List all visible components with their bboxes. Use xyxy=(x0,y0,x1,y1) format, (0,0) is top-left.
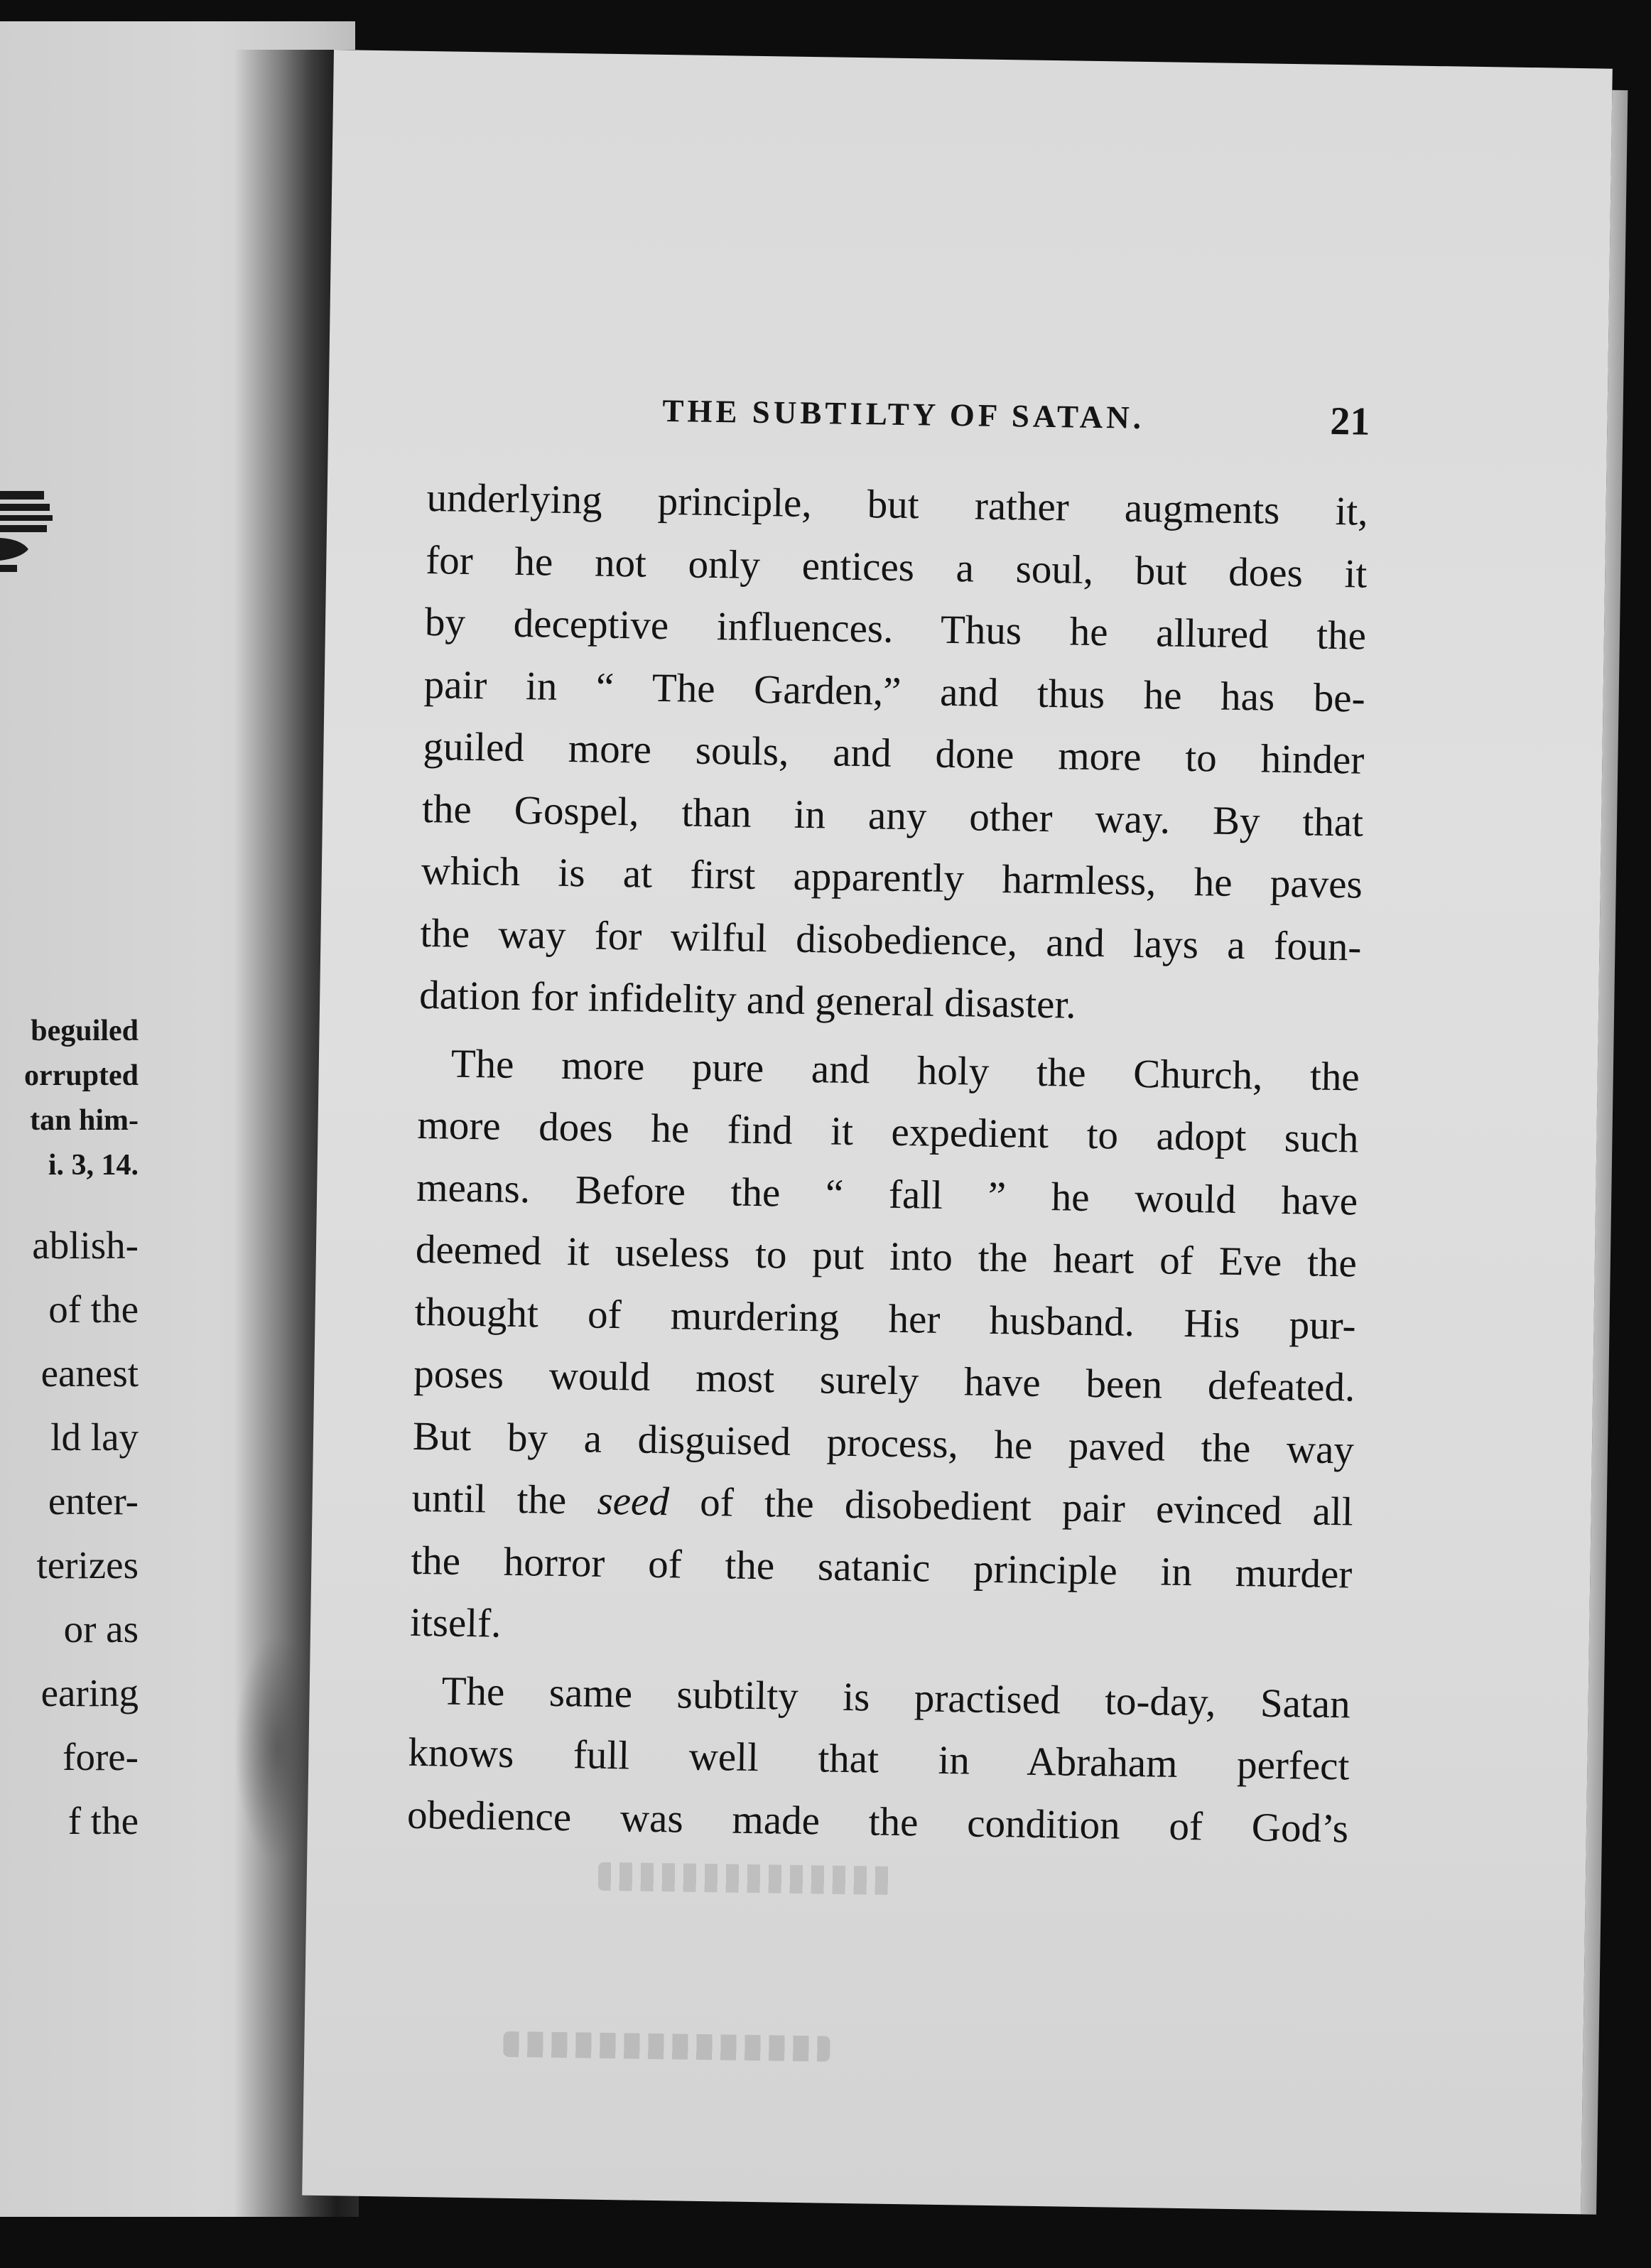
paragraph xyxy=(407,1659,1351,1859)
previous-page-line: orrupted xyxy=(24,1059,139,1092)
show-through-trace xyxy=(598,1862,897,1895)
page-number: 21 xyxy=(1329,399,1370,444)
previous-page-line: terizes xyxy=(36,1543,139,1587)
text-line: guiled more souls, and done more to hinder xyxy=(423,723,1365,783)
text-line: itself. xyxy=(409,1599,502,1646)
previous-page-line: beguiled xyxy=(31,1015,139,1047)
text-line: obedience was made the condition of God’s xyxy=(406,1792,1349,1851)
text-line: deemed it useless to put into the heart of Eve the xyxy=(415,1226,1358,1286)
text-line: pair in “ The Garden,” and thus he has be- xyxy=(423,662,1366,721)
previous-page-line: enter- xyxy=(48,1479,139,1523)
previous-page-text xyxy=(0,1009,139,1853)
text-line: But by a disguised process, he paved the way xyxy=(412,1413,1355,1473)
text-line: knows full well that in Abraham perfect xyxy=(407,1729,1350,1789)
ornament-icon xyxy=(0,487,55,579)
previous-page-line: f the xyxy=(67,1799,139,1842)
text-line: thought of murdering her husband. His pur- xyxy=(414,1289,1356,1349)
text-line: The more pure and holy the Church, the xyxy=(450,1041,1360,1100)
paragraph xyxy=(410,1032,1360,1668)
previous-page-line: ablish- xyxy=(32,1224,139,1267)
page-edge xyxy=(1581,90,1628,2215)
text-line: for he not only entices a soul, but does it xyxy=(425,537,1368,597)
text-line: which is at first apparently harmless, he paves xyxy=(421,848,1363,907)
previous-page-line: eanest xyxy=(40,1351,139,1395)
text-line: the way for wilful disobedience, and lays a foun- xyxy=(420,910,1362,970)
text-line: the horror of the satanic principle in murder xyxy=(411,1538,1353,1597)
body-text xyxy=(407,467,1369,1859)
italic-word: seed xyxy=(597,1478,670,1525)
book-page xyxy=(302,50,1613,2214)
text-line: poses would most surely have been defeated. xyxy=(413,1351,1355,1410)
text-line: dation for infidelity and general disaster. xyxy=(418,972,1077,1027)
paragraph xyxy=(419,467,1369,1040)
running-head: THE SUBTILTY OF SATAN. xyxy=(662,392,1145,436)
text-line: means. Before the “ fall ” he would have xyxy=(416,1165,1358,1224)
text-line: The same subtilty is practised to-day, Satan xyxy=(441,1668,1351,1727)
previous-page-line: or as xyxy=(63,1607,139,1651)
text-line: the Gospel, than in any other way. By that xyxy=(421,786,1364,846)
text-line: underlying principle, but rather augments it, xyxy=(426,475,1368,534)
previous-page-line: of the xyxy=(48,1287,139,1331)
previous-page-line: fore- xyxy=(63,1735,139,1778)
previous-page-line: ld lay xyxy=(50,1415,139,1459)
previous-page-line: i. 3, 14. xyxy=(48,1149,139,1182)
previous-page-line: tan him- xyxy=(30,1104,139,1137)
previous-page-line: earing xyxy=(40,1671,139,1714)
show-through-trace xyxy=(503,2031,830,2062)
text-line: more does he find it expedient to adopt such xyxy=(417,1102,1359,1162)
text-segment: of the disobedient pair evinced all xyxy=(668,1479,1354,1535)
text-segment: until the xyxy=(411,1475,598,1523)
text-line: by deceptive influences. Thus he allured the xyxy=(424,599,1367,659)
